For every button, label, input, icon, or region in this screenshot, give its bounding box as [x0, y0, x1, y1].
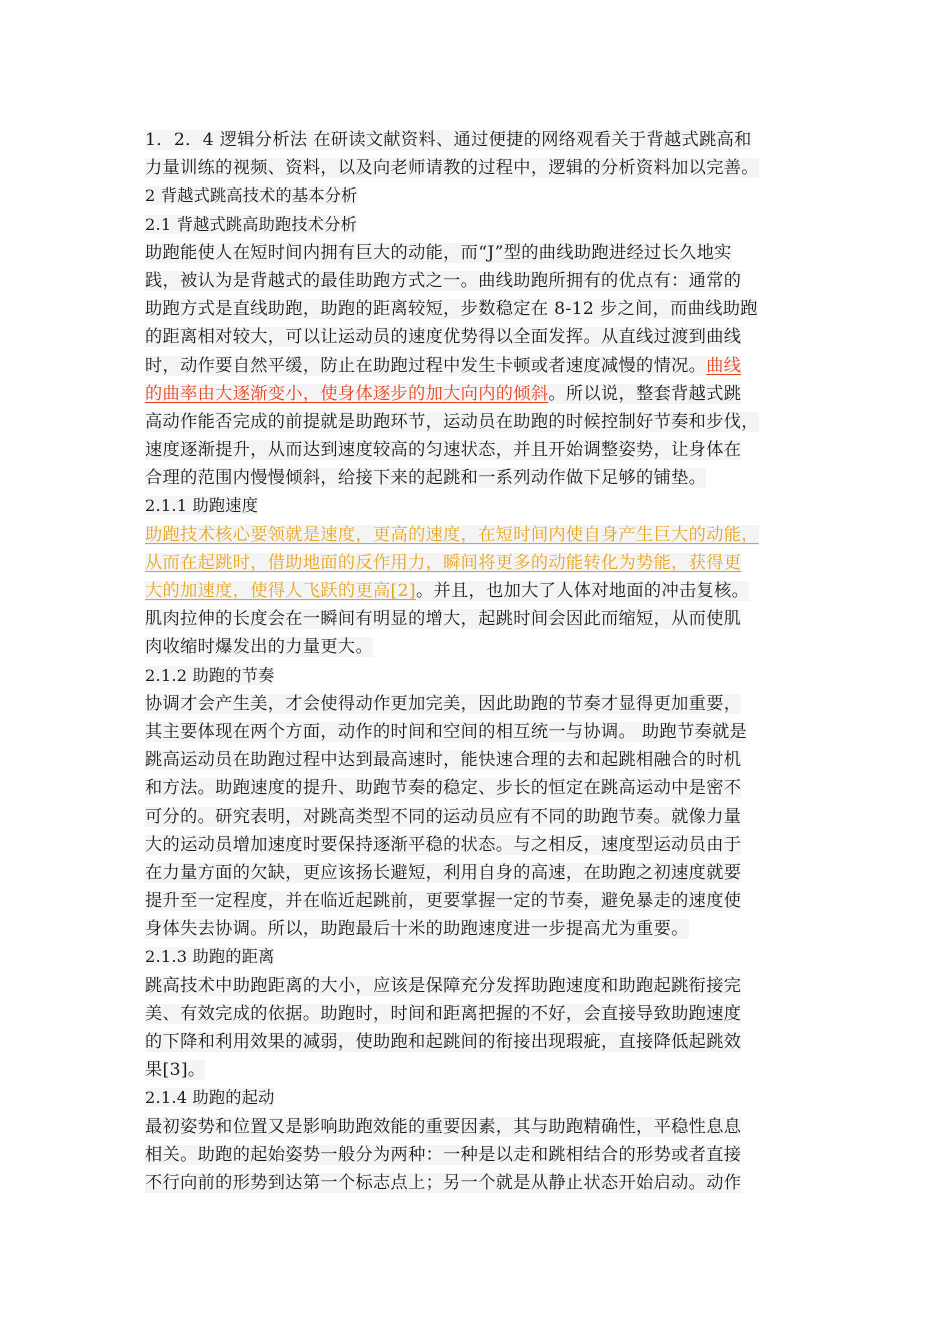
text-line [145, 126, 825, 154]
text-line: 最初姿势和位置又是影响助跑效能的重要因素，其与助跑精确性，平稳性息息 [145, 1116, 742, 1137]
highlighted-text: 助跑技术核心要领就是速度，更高的速度，在短时间内使自身产生巨大的动能， [145, 524, 759, 545]
text-line: 提升至一定程度，并在临近起跳前，更要掌握一定的节奏，避免暴走的速度使 [145, 891, 742, 912]
text-line: 和方法。助跑速度的提升、助跑节奏的稳定、步长的恒定在跳高运动中是密不 [145, 778, 742, 799]
section-heading: 2.1.2 助跑的节奏 [145, 665, 275, 685]
highlighted-text: 的曲率由大逐渐变小，使身体逐步的加大向内的倾斜 [145, 383, 549, 404]
highlighted-text: 曲线 [706, 355, 742, 376]
text-line [145, 521, 825, 549]
paragraph-text: 1．2．4 逻辑分析法 在研读文献资料、通过便捷的网络观看关于背越式跳高和 [145, 130, 752, 150]
text-line: 大的加速度，使得人飞跃的更高[2]。并且，也加大了人体对地面的冲击复核。 [145, 581, 750, 601]
text-line: 大的运动员增加速度时要保持逐渐平稳的状态。与之相反，速度型运动员由于 [145, 834, 742, 855]
highlighted-text: 大的加速度，使得人飞跃的更高[2] [145, 581, 416, 601]
paragraph-text: 力量训练的视频、资料，以及向老师请教的过程中，逻辑的分析资料加以完善。 [145, 158, 759, 179]
section-heading: 2.1 背越式跳高助跑技术分析 [145, 214, 357, 234]
text-line: 速度逐渐提升，从而达到速度较高的匀速状态，并且开始调整姿势，让身体在 [145, 440, 742, 461]
text-line: 的距离相对较大，可以让运动员的速度优势得以全面发挥。从直线过渡到曲线 [145, 327, 742, 348]
text-line: 的曲率由大逐渐变小，使身体逐步的加大向内的倾斜。所以说，整套背越式跳 [145, 383, 742, 404]
text-line: 的下降和利用效果的减弱，使助跑和起跳间的衔接出现瑕疵，直接降低起跳效 [145, 1032, 742, 1052]
section-heading: 2.1.4 助跑的起动 [145, 1088, 275, 1108]
text-line: 在力量方面的欠缺，更应该扬长避短，利用自身的高速，在助跑之初速度就要 [145, 862, 742, 883]
text-line: 助跑能使人在短时间内拥有巨大的动能，而“J”型的曲线助跑进经过长久地实 [145, 242, 732, 263]
text-line: 合理的范围内慢慢倾斜，给接下来的起跳和一系列动作做下足够的铺垫。 [145, 468, 707, 489]
text-line: 果[3]。 [145, 1060, 206, 1081]
text-line: 不行向前的形势到达第一个标志点上；另一个就是从静止状态开始启动。动作 [145, 1172, 742, 1193]
text-line: 跳高运动员在助跑过程中达到最高速时，能快速合理的去和起跳相融合的时机 [145, 750, 742, 771]
text-line: 肉收缩时爆发出的力量更大。 [145, 637, 373, 658]
text-line: 时，动作要自然平缓，防止在助跑过程中发生卡顿或者速度减慢的情况。曲线 [145, 355, 742, 376]
text-line: 肌肉拉伸的长度会在一瞬间有明显的增大，起跳时间会因此而缩短，从而使肌 [145, 609, 742, 630]
text-line: 可分的。研究表明，对跳高类型不同的运动员应有不同的助跑节奏。就像力量 [145, 806, 742, 827]
highlighted-text: 从而在起跳时，借助地面的反作用力，瞬间将更多的动能转化为势能，获得更 [145, 552, 742, 573]
text-line [145, 549, 825, 577]
text-line: 身体失去协调。所以，助跑最后十米的助跑速度进一步提高尤为重要。 [145, 919, 689, 940]
text-line: 高动作能否完成的前提就是助跑环节，运动员在助跑的时候控制好节奏和步伐， [145, 411, 759, 432]
text-line: 其主要体现在两个方面，动作的时间和空间的相互统一与协调。 助跑节奏就是 [145, 721, 748, 742]
text-line: 跳高技术中助跑距离的大小，应该是保障充分发挥助跑速度和助跑起跳衔接完 [145, 975, 742, 996]
text-line [145, 154, 825, 182]
section-heading: 2 背越式跳高技术的基本分析 [145, 186, 358, 206]
document-body [145, 126, 825, 1197]
section-heading: 2.1.1 助跑速度 [145, 496, 259, 516]
text-line: 助跑方式是直线助跑，助跑的距离较短，步数稳定在 8-12 步之间，而曲线助跑 [145, 299, 758, 320]
section-heading: 2.1.3 助跑的距离 [145, 947, 275, 967]
text-line: 协调才会产生美，才会使得动作更加完美，因此助跑的节奏才显得更加重要， [145, 693, 742, 714]
text-line: 践，被认为是背越式的最佳助跑方式之一。曲线助跑所拥有的优点有：通常的 [145, 270, 742, 291]
text-line: 相关。助跑的起始姿势一般分为两种：一种是以走和跳相结合的形势或者直接 [145, 1144, 742, 1165]
text-line: 美、有效完成的依据。助跑时，时间和距离把握的不好，会直接导致助跑速度 [145, 1003, 742, 1024]
